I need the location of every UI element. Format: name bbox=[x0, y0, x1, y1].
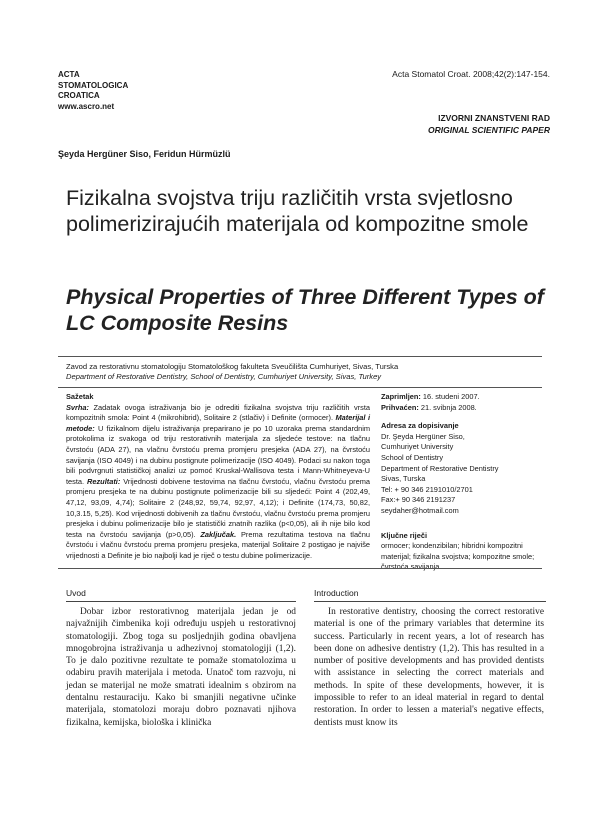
received-date: 16. studeni 2007. bbox=[422, 392, 480, 401]
abstract-body bbox=[66, 403, 370, 562]
authors: Şeyda Hergüner Siso, Feridun Hürmüzlü bbox=[58, 149, 231, 159]
abstract-label: Zaključak. bbox=[200, 529, 237, 539]
address-line: Cumhuriyet University bbox=[381, 442, 454, 452]
received bbox=[381, 392, 551, 403]
email-link[interactable]: seydaher@hotmail.com bbox=[381, 505, 459, 515]
address-line: Fax:+ 90 346 2191237 bbox=[381, 495, 456, 505]
abstract-label: Rezultati: bbox=[87, 476, 121, 486]
heading-underline bbox=[314, 601, 546, 602]
accepted-label: Prihvaćen: bbox=[381, 402, 419, 412]
affiliation-en: Department of Restorative Dentistry, School of Dentistry, Cumhuriyet University, Sivas, Turkey bbox=[66, 372, 382, 381]
section-heading-uvod: Uvod bbox=[66, 588, 86, 598]
paper-type-hr: IZVORNI ZNANSTVENI RAD bbox=[438, 113, 550, 123]
affiliation bbox=[66, 362, 546, 382]
journal-line: STOMATOLOGICA bbox=[58, 80, 129, 90]
title-english: Physical Properties of Three Different Types of LC Composite Resins bbox=[66, 285, 544, 335]
address-line: Sivas, Turska bbox=[381, 474, 426, 484]
abstract-label: Svrha: bbox=[66, 402, 90, 412]
accepted bbox=[381, 403, 551, 414]
paragraph: Dobar izbor restorativnog materijala jedan je od najvažnijih čimbenika koji određuju uspjeh u restorativnoj stomatologiji. Zbog toga su posljednjih godina obavljena mnogobrojna istraživanja u adhezivnoj stomatologiji (1,2). To je dalo pozitivne rezultate te pomaže stomatolozima u odabiru pravih materijala i metoda. Unatoč tom razvoju, ni jedan se materijal ne može smatrati idealnim s obzirom na dentalnu restauraciju. Kako bi smanjili negativne učinke materijala, stomatolozi moraju dobro poznavati njihova fizikalna, kemijska, biološka i klinička bbox=[66, 607, 296, 728]
abstract-text: Zadatak ovoga istraživanja bio je odrediti fizikalna svojstva triju različitih vrsta kompozitnih smola: Point 4 (mikrohibrid), Solitaire 2 (stlačiv) i Definite (ormocer). bbox=[66, 402, 370, 423]
journal-line: CROATICA bbox=[58, 91, 100, 100]
body-text-croatian bbox=[66, 606, 296, 729]
journal-website[interactable]: www.ascro.net bbox=[58, 101, 115, 111]
received-label: Zaprimljen: bbox=[381, 392, 421, 401]
abstract-text: U fizikalnom dijelu istraživanja preparirano je po 10 uzoraka prema standardnim protokolima iz svakoga od triju restorativnih materijala za sljedeće testove: na tlačnu čvrstoću (ADA 27), na vlačnu čvrstoću prema promjeru presjeka (ADA 27), na čvrstoću savijanja (ISO 4049) i na dubinu postignute polimerizacije (ISO 4049). Podaci su nakon toga bili podvrgnuti statističkoj analizi uz pomoć Kruskal-Wallisova testa i Mann-Whitneyeva-U testa. bbox=[66, 423, 371, 486]
paper-type bbox=[428, 112, 550, 136]
keywords: ormocer; kondenzibilan; hibridni kompozitni materijal; fizikalna svojstva; kompozitne smole; čvrstoća savijanja bbox=[381, 541, 535, 572]
abstract-text: Vrijednosti dobivene testovima na tlačnu čvrstoću, vlačnu čvrstoću prema promjeru presjeka te na dubinu postignute polimerizacije bili su sljedeći: Point 4 (202,49, 47,12, 93,09, 4,74); Solitaire 2 (248,92, 59,74, 92,97, 4,12); i Definite (174,73, 50,82, 10,3.15, 5,25). Kod vrijednosti dobivenih za tlačnu čvrstoću, vlačnu čvrstoću prema promjeru presjeka i dubinu polimerizacije bilo je statistički znatnih razlika (p<0,05), ali ih nije bilo kod testa na čvrstoću savijanja (p>0,05). bbox=[66, 476, 370, 539]
abstract-heading: Sažetak bbox=[66, 392, 94, 401]
accepted-date: 21. svibnja 2008. bbox=[420, 402, 477, 412]
address-line: School of Dentistry bbox=[381, 452, 444, 462]
paper-type-en: ORIGINAL SCIENTIFIC PAPER bbox=[427, 125, 550, 135]
divider bbox=[58, 387, 542, 388]
journal-name bbox=[58, 70, 128, 112]
citation: Acta Stomatol Croat. 2008;42(2):147-154. bbox=[392, 69, 550, 79]
abstract bbox=[66, 392, 370, 562]
abstract-text: Prema rezultatima testova na tlačnu čvrstoću i vlačnu čvrstoću prema promjeru presjeka, materijal Solitaire 2 postigao je najviše vrijednosti a Definite je bio najbolji kad je riječ o testu dubine polimerizacije. bbox=[66, 529, 370, 560]
divider bbox=[58, 356, 542, 357]
address-line: Dr. Şeyda Hergüner Siso, bbox=[381, 431, 465, 441]
abstract-label: Materijal i metode: bbox=[66, 413, 370, 433]
address-line: Tel: + 90 346 2191010/2701 bbox=[381, 484, 473, 494]
address-line: Department of Restorative Dentistry bbox=[381, 463, 499, 473]
title-croatian: Fizikalna svojstva triju različitih vrsta svjetlosno polimerizirajućih materijala od kompozitne smole bbox=[66, 186, 529, 236]
divider bbox=[58, 568, 542, 569]
article-info bbox=[381, 392, 551, 573]
paragraph: In restorative dentistry, choosing the correct restorative material is one of the primary variables that determine its success. Particularly in recent years, a lot of research has been done on adhesive dentistry (1,2). This has resulted in a number of positive developments and has provided dentists with assistance in selecting the correct materials and methods. In spite of these developments, however, it is impossible to refer to an ideal material in regard to dental restoration. In order to lessen a material's negative effects, dentists must know its bbox=[314, 607, 544, 728]
keywords-label: Ključne riječi bbox=[381, 530, 428, 540]
section-heading-introduction: Introduction bbox=[314, 588, 359, 598]
affiliation-hr: Zavod za restorativnu stomatologiju Stomatološkog fakulteta Sveučilišta Cumhuriyet, Sivas, Turska bbox=[66, 362, 399, 371]
body-text-english bbox=[314, 606, 544, 729]
address-label: Adresa za dopisivanje bbox=[381, 421, 459, 431]
journal-line: ACTA bbox=[58, 70, 80, 79]
heading-underline bbox=[66, 601, 296, 602]
